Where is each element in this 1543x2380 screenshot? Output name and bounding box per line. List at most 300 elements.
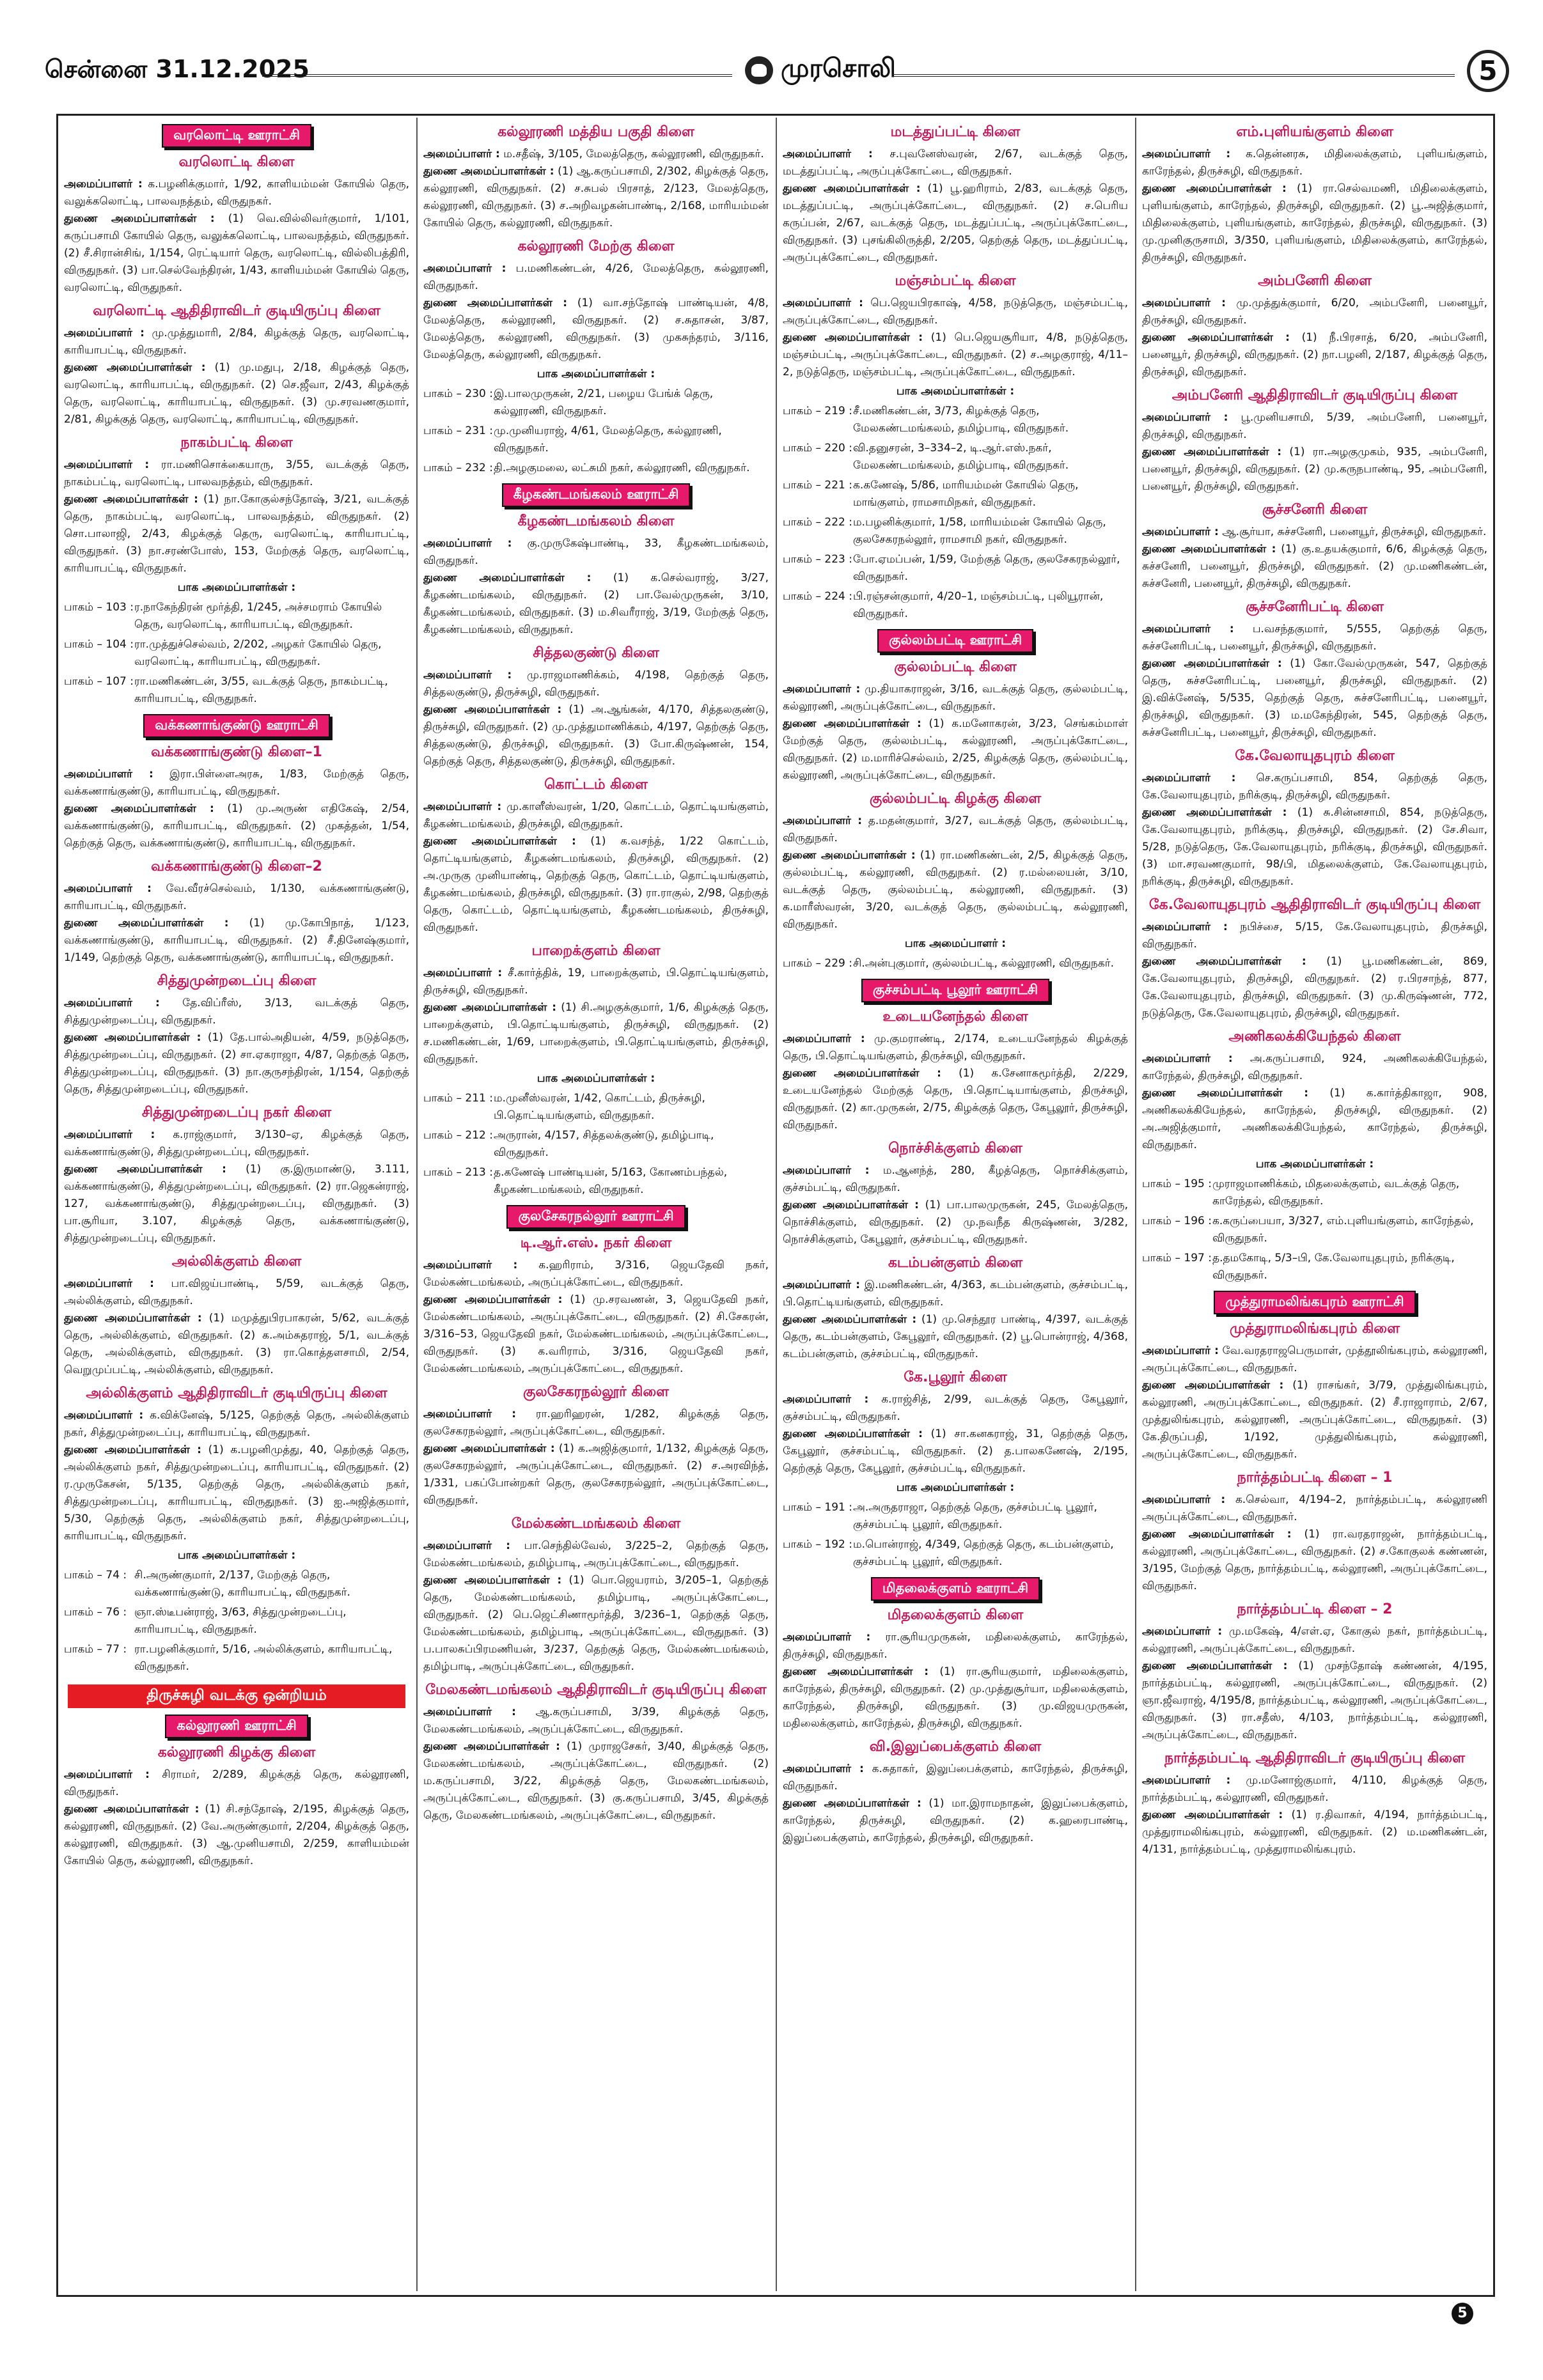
booth-entry — [783, 477, 1128, 511]
booth-agent-details: ஞா.ஸ்டீபன்ராஜ், 3/63, சித்துமுன்றடைப்பு, காரியாபட்டி, விருதுநகர். — [134, 1606, 347, 1636]
member-entry — [64, 800, 409, 852]
role-label: துணை அமைப்பாளர்கள் : — [64, 1803, 200, 1816]
booth-section-heading: பாக அமைப்பாளர்கள் : — [177, 1549, 296, 1562]
member-entry — [64, 456, 409, 491]
booth-section-heading: பாக அமைப்பாளர்கள் : — [896, 385, 1015, 398]
member-details: கு.முருகேஷ்பாண்டி, 33, கீழகண்டமங்கலம், விருதுநகர். — [423, 537, 769, 567]
member-details: (1) க.செல்வராஜ், 3/27, கீழகண்டமங்கலம், விருதுநகர். (2) பா.வேல்முருகன், 3/10, கீழகண்டமங்கலம், விருதுநகர். (3) ம.சிவரீராஜ், 3/19, மேற்குத் தெரு, கீழகண்டமங்கலம், விருதுநகர். — [423, 572, 769, 636]
member-details: (1) க.கார்த்திகாஜா, 908, அணிகலக்கியேந்தல், காரேந்தல், திருச்சுழி, விருதுநகர். (2) அ.அஜித்குமார், அணிகலக்கியேந்தல், காரேந்தல், திருச்சுழி, விருதுநகர். — [1142, 1087, 1487, 1151]
role-label: அமைப்பாளர் : — [423, 967, 503, 979]
member-details: மு.காளீஸ்வரன், 1/20, கொட்டம், தொட்டியங்குளம், கீழகண்டமங்கலம், திருச்சுழி, விருதுநகர். — [423, 800, 769, 830]
booth-number: பாகம் – 104 : — [64, 638, 134, 651]
booth-number: பாகம் – 192 : — [783, 1538, 852, 1551]
role-label: அமைப்பாளர் : — [1142, 1493, 1226, 1506]
member-details: (1) வெ.வில்லிவர்குமார், 1/101, கருப்பசாமி கோயில் தெரு, வலுக்கலொட்டி, பாலவநத்தம், விருதுநகர். (2) சீ.சிரான்சிங், 1/154, ரெட்டியார் தெரு, வரலொட்டி, வில்லிபத்திரி, விருதுநகர். (3) பா.செல்வேந்திரன், 1/43, காளியம்மன் கோயில் தெரு, வரலொட்டி, விருதுநகர். — [64, 212, 409, 294]
member-details: (1) ரா.செல்வமணி, மிதிலைக்குளம், புளியங்குளம், காரேந்தல், திருச்சுழி, விருதுநகர். (2) பூ.அஜித்குமார், மிதிலைக்குளம், புளியங்குளம், காரேந்தல், திருச்சுழி, விருதுநகர். (3) மு.முனிகுருசாமி, 3/350, புளியங்குளம், மிதிலைக்குளம், காரேந்தல், திருச்சுழி, விருதுநகர். — [1142, 182, 1487, 264]
booth-entry — [423, 1164, 769, 1199]
member-details: (1) முராஜசேகர், 3/40, கிழக்குத் தெரு, மேலகண்டமங்கலம், அருப்புக்கோட்டை, விருதுநகர். (2) ம.கருப்பசாமி, 3/22, கிழக்குத் தெரு, மேலகண்டமங்கலம், அருப்புக்கோட்டை, விருதுநகர். (3) கு.கருப்பசாமி, 3/45, கிழக்குத் தெரு, மேலகண்டமங்கலம், அருப்புக்கோட்டை, விருதுநகர். — [423, 1740, 769, 1822]
branch-heading: குல்லம்பட்டி கிளை — [894, 659, 1017, 675]
branch-heading: நார்த்தம்பட்டி ஆதிதிராவிடர் குடியிருப்பு கிளை — [1164, 1750, 1465, 1766]
member-details: ப.மணிகண்டன், 4/26, மேலத்தெரு, கல்லூரணி, விருதுநகர். — [423, 262, 769, 292]
role-label: துணை அமைப்பாளர்கள் : — [1142, 1379, 1284, 1392]
member-entry — [423, 1738, 769, 1824]
member-entry — [64, 491, 409, 577]
member-entry — [64, 880, 409, 915]
member-entry — [1142, 444, 1487, 495]
member-entry — [1142, 541, 1487, 593]
branch-heading: மடத்துப்பட்டி கிளை — [890, 124, 1021, 140]
role-label: அமைப்பாளர் : — [1142, 772, 1236, 784]
member-details: (1) மு.செந்தூர பாண்டி, 4/397, வடக்குத் தெரு, கடம்பன்குளம், கேபூலூர், விருதுநகர். (2) பூ.பொன்ராஜ், 4/368, கடம்பன்குளம், குச்சம்பட்டி, விருதுநகர். — [783, 1313, 1128, 1360]
booth-section-heading: பாக அமைப்பாளர்கள் : — [177, 581, 296, 594]
booth-number: பாகம் – 77 : — [64, 1643, 127, 1656]
column-divider — [416, 118, 418, 2291]
member-details: செ.கருப்பசாமி, 854, தெற்குத் தெரு, கே.வேலாயுதபுரம், நரிக்குடி, திருச்சுழி, விருதுநகர். — [1142, 772, 1487, 802]
role-label: துணை அமைப்பாளர்கள் : — [64, 212, 215, 225]
member-entry — [423, 999, 769, 1068]
role-label: அமைப்பாளர் : — [1142, 921, 1228, 933]
branch-heading: சூச்சனேரிபட்டி கிளை — [1246, 599, 1384, 615]
member-entry — [1142, 1623, 1487, 1658]
member-entry — [783, 146, 1128, 180]
branch-heading: கல்லூரணி மத்திய பகுதி கிளை — [497, 124, 694, 140]
member-entry — [783, 1162, 1128, 1197]
member-entry — [64, 1310, 409, 1379]
member-entry — [64, 915, 409, 967]
role-label: அமைப்பாளர் : — [783, 683, 861, 696]
member-details: பா.விஜய்பாண்டி, 5/59, வடக்குத் தெரு, அல்லிக்குளம், விருதுநகர். — [64, 1277, 409, 1307]
member-details: (1) பெ.ஜெயசூரியா, 4/8, நடுத்தெரு, மஞ்சம்பட்டி, அருப்புக்கோட்டை, விருதுநகர். (2) ச.அழகுராஜ், 4/11–2, நடுத்தெரு, மஞ்சம்பட்டி, அருப்புக்கோட்டை, விருதுநகர். — [783, 331, 1128, 378]
role-label: அமைப்பாளர் : — [64, 178, 143, 191]
column-3 — [783, 118, 1128, 2291]
booth-entry — [64, 673, 409, 708]
member-details: (1) மு.சரவணன், 3, ஜெயதேவி நகர், மேல்கண்டமங்கலம், அருப்புக்கோட்டை, விருதுநகர். (2) சி.சேகரன், 3/316–53, ஜெயதேவி நகர், மேல்கண்டமங்கலம், அருப்புக்கோட்டை, விருதுநகர். (3) க.வரிராம், 3/316, ஜெயதேவி நகர், மேல்கண்டமங்கலம், அருப்புக்கோட்டை, விருதுநகர். — [423, 1293, 769, 1375]
member-entry — [1142, 1807, 1487, 1858]
booth-agent-details: அ.அருதராஜா, தெற்குத் தெரு, குச்சம்பட்டி பூலூர், குச்சம்பட்டி பூலூர், விருதுநகர். — [853, 1501, 1097, 1531]
booth-entry — [783, 551, 1128, 586]
member-entry — [423, 1406, 769, 1440]
member-details: (1) ஆ.கருப்பசாமி, 2/302, கிழக்குத் தெரு, கல்லூரணி, விருதுநகர். (2) ச.சுபல் பிரசாத், 2/123, மேலத்தெரு, கல்லூரணி, விருதுநகர். (3) ச.அறிவழகன்பாண்டி, 2/168, மாரியம்மன் கோயில் தெரு, கல்லூரணி, விருதுநகர். — [423, 165, 769, 229]
member-details: (1) பா.பாலமுருகன், 245, மேலத்தெரு, நொச்சிக்குளம், விருதுநகர். (2) மு.நவநீத கிருஷ்ணன், 3/282, நொச்சிக்குளம், கேபூலூர், குச்சம்பட்டி, விருதுநகர். — [783, 1199, 1128, 1246]
member-entry — [1142, 621, 1487, 655]
member-entry — [783, 1629, 1128, 1663]
booth-agent-details: சீ.மணிகண்டன், 3/73, கிழக்குத் தெரு, மேலகண்டமங்கலம், தமிழ்பாடி, விருதுநகர். — [853, 405, 1069, 435]
member-entry — [64, 766, 409, 800]
member-entry — [1142, 1342, 1487, 1377]
member-details: (1) நீ.பிரசாத், 6/20, அம்பனேரி, பனையூர், திருச்சுழி, விருதுநகர். (2) நா.பழனி, 2/187, கிழக்குத் தெரு, திருச்சுழி, விருதுநகர். — [1142, 331, 1487, 378]
role-label: அமைப்பாளர் : — [64, 768, 153, 781]
member-entry — [423, 1572, 769, 1676]
panchayat-banner: மிதலைக்குளம் ஊராட்சி — [871, 1577, 1040, 1601]
member-details: மு.ராஜமாணிக்கம், 4/198, தெற்குத் தெரு, சித்தலகுண்டு, திருச்சுழி, விருதுநகர். — [423, 669, 769, 699]
role-label: அமைப்பாளர் : — [783, 297, 863, 309]
member-entry — [1142, 1377, 1487, 1463]
member-details: ஆ.சூர்யா, சுச்சனேரி, பனையூர், திருச்சுழி, விருதுநகர். — [1222, 525, 1487, 538]
booth-section-heading: பாக அமைப்பாளர்கள் : — [537, 1072, 655, 1085]
member-entry — [423, 260, 769, 295]
booth-entry — [423, 423, 769, 457]
member-details: (1) கு.உதயக்குமார், 6/6, கிழக்குத் தெரு, சுச்சனேரி, பனையூர், திருச்சுழி, விருதுநகர். (2) மு.மணிகண்டன், சுச்சனேரி, பனையூர், திருச்சுழி, விருதுநகர். — [1142, 543, 1487, 590]
branch-heading: சித்துமுன்றடைப்பு நகர் கிளை — [141, 1105, 332, 1121]
member-details: சிராமர், 2/289, கிழக்குத் தெரு, கல்லூரணி, விருதுநகர். — [64, 1768, 409, 1798]
booth-number: பாகம் – 222 : — [783, 516, 852, 529]
role-label: துணை அமைப்பாளர்கள் : — [1142, 331, 1290, 344]
role-label: அமைப்பாளர் : — [423, 1408, 517, 1420]
member-details: க.ராஜ்சித், 2/99, வடக்குத் தெரு, கேபூலூர், குச்சம்பட்டி, விருதுநகர். — [783, 1393, 1128, 1423]
masthead — [45, 52, 1509, 97]
member-entry — [1142, 146, 1487, 180]
member-entry — [423, 798, 769, 833]
role-label: துணை அமைப்பாளர்கள் : — [64, 917, 229, 929]
role-label: அமைப்பாளர் : — [783, 1279, 860, 1291]
role-label: துணை அமைப்பாளர்கள் : — [1142, 955, 1306, 968]
role-label: அமைப்பாளர் : — [1142, 1052, 1233, 1065]
role-label: துணை அமைப்பாளர்கள் : — [1142, 1808, 1283, 1821]
masthead-rule-left — [262, 74, 732, 77]
member-details: (1) சு.சின்னசாமி, 854, நடுத்தெரு, கே.வேலாயுதபுரம், நரிக்குடி, திருச்சுழி, விருதுநகர். (2) சே.சிவா, 5/28, நடுத்தெரு, கே.வேலாயுதபுரம், நரிக்குடி, திருச்சுழி, விருதுநகர். (3) மா.சரவணகுமார், 98/பி, மிதலைக்குளம், கே.வேலாயுதபுரம், நரிக்குடி, திருச்சுழி, விருதுநகர். — [1142, 806, 1487, 888]
member-entry — [64, 1275, 409, 1310]
member-details: அ.கருப்பசாமி, 924, அணிகலக்கியேந்தல், காரேந்தல், திருச்சுழி, விருதுநகர். — [1142, 1052, 1487, 1082]
role-label: அமைப்பாளர் : — [64, 1768, 150, 1781]
newspaper-title — [745, 54, 896, 86]
member-entry — [64, 1161, 409, 1247]
member-details: க.ராஜ்குமார், 3/130–ஏ, கிழக்குத் தெரு, வக்கணாங்குண்டு, சித்துமுன்றடைப்பு, விருதுநகர். — [64, 1128, 409, 1158]
booth-entry — [783, 440, 1128, 474]
newspaper-name: முரசொலி — [781, 54, 896, 83]
booth-section-heading: பாக அமைப்பாளர் : — [904, 937, 1006, 950]
panchayat-banner: கல்லூரணி ஊராட்சி — [165, 1715, 308, 1738]
branch-heading: கல்லூரணி கிழக்கு கிளை — [157, 1745, 316, 1761]
member-details: (1) சா.கனகராஜ், 31, தெற்குத் தெரு, கேபூலூர், குச்சம்பட்டி, விருதுநகர். (2) த.பாலகணேஷ், 2/195, தெற்குத் தெரு, கேபூலூர், குச்சம்பட்டி, விருதுநகர். — [783, 1427, 1128, 1475]
member-details: க.விக்னேஷ், 5/125, தெற்குத் தெரு, அல்லிக்குளம் நகர், சித்துமுன்றடைப்பு, காரியாபட்டி, விருதுநகர். — [64, 1409, 409, 1439]
role-label: அமைப்பாளர் : — [783, 1164, 870, 1177]
branch-heading: அல்லிக்குளம் ஆதிதிராவிடர் குடியிருப்பு கிளை — [86, 1385, 388, 1401]
member-details: (1) நா.கோகுல்சந்தோஷ், 3/21, வடக்குத் தெரு, நாகம்பட்டி, வரலொட்டி, பாலவநத்தம், விருதுநகர். (2) சொ.பாலாஜி, 2/43, கிழக்குத் தெரு, வரலொட்டி, காரியாபட்டி, விருதுநகர். (3) நா.சரண்போஸ், 153, மேற்குத் தெரு, வரலொட்டி, காரியாபட்டி, விருதுநகர். — [64, 493, 409, 575]
role-label: அமைப்பாளர் : — [1142, 623, 1234, 635]
role-label: துணை அமைப்பாளர்கள் : — [423, 1442, 555, 1455]
booth-agent-details: க.கணேஷ், 5/86, மாரியம்மன் கோயில் தெரு, மாங்குளம், ராமசாமிநகர், விருதுநகர். — [853, 479, 1079, 509]
booth-agent-details: இ.பாலமுருகன், 2/21, பழைய பேங்க் தெரு, கல்லூரணி, விருதுநகர். — [494, 387, 714, 417]
branch-heading: கே.பூலூர் கிளை — [904, 1369, 1007, 1385]
branch-heading: குல்லம்பட்டி கிழக்கு கிளை — [869, 791, 1042, 807]
role-label: துணை அமைப்பாளர்கள் : — [423, 165, 554, 178]
member-details: இரா.பிள்ளைஅரசு, 1/83, மேற்குத் தெரு, வக்கணாங்குண்டு, காரியாபட்டி, விருதுநகர். — [64, 768, 409, 798]
member-entry — [1142, 655, 1487, 742]
role-label: அமைப்பாளர் : — [64, 1409, 144, 1422]
role-label: துணை அமைப்பாளர்கள் : — [783, 1313, 917, 1326]
member-details: மு.மகேஷ், 4/எள்.ஏ, கோகுல் நகர், நார்த்தம்பட்டி, கல்லூரணி, அருப்புக்கோட்டை, விருதுநகர். — [1142, 1625, 1487, 1655]
member-details: ரா.சூரியமுருகன், மதிலைக்குளம், காரேந்தல், திருச்சுழி, விருதுநகர். — [783, 1631, 1128, 1661]
role-label: துணை அமைப்பாளர்கள் : — [423, 297, 568, 309]
role-label: துணை அமைப்பாளர்கள் : — [64, 1443, 201, 1456]
booth-number: பாகம் – 220 : — [783, 442, 852, 455]
booth-agent-details: ம.முனீஸ்வரன், 1/42, கொட்டம், திருச்சுழி, பி.தொட்டியங்குளம், விருதுநகர். — [494, 1092, 705, 1122]
role-label: துணை அமைப்பாளர்கள் : — [1142, 1528, 1292, 1541]
booth-entry — [423, 460, 769, 477]
role-label: துணை அமைப்பாளர்கள் : — [423, 1001, 557, 1014]
booth-number: பாகம் – 76 : — [64, 1606, 127, 1619]
booth-number: பாகம் – 221 : — [783, 479, 852, 492]
booth-number: பாகம் – 229 : — [783, 957, 852, 970]
member-entry — [1142, 919, 1487, 953]
member-details: (1) மமுத்துபிரபாகரன், 5/62, வடக்குத் தெரு, அல்லிக்குளம், விருதுநகர். (2) க.அம்சுதராஜ், 5/1, வடக்குத் தெரு, அல்லிக்குளம், விருதுநகர். (3) ரா.கொத்தளசாமி, 2/54, வெறுமுப்பட்டி, அல்லிக்குளம், விருதுநகர். — [64, 1312, 409, 1376]
member-entry — [423, 570, 769, 639]
member-entry — [423, 146, 769, 163]
role-label: துணை அமைப்பாளர்கள் : — [423, 835, 576, 848]
member-entry — [423, 701, 769, 770]
booth-agent-details: த.கணேஷ் பாண்டியன், 5/163, கோணம்பந்தல், கீழகண்டமங்கலம், விருதுநகர். — [494, 1166, 728, 1196]
member-entry — [64, 1801, 409, 1870]
booth-entry — [64, 1567, 409, 1601]
newspaper-logo-icon — [745, 56, 773, 84]
role-label: அமைப்பாளர் : — [783, 814, 863, 827]
role-label: துணை அமைப்பாளர்கள் : — [783, 1665, 929, 1678]
member-entry — [783, 1761, 1128, 1795]
member-entry — [783, 847, 1128, 933]
column-2 — [423, 118, 769, 2291]
member-details: மு.தியாகராஜன், 3/16, வடக்குத் தெரு, குல்லம்பட்டி, கல்லூரணி, அருப்புக்கோட்டை, விருதுநகர். — [783, 683, 1128, 713]
role-label: அமைப்பாளர் : — [64, 997, 160, 1009]
role-label: அமைப்பாளர் : — [1142, 1344, 1219, 1357]
member-entry — [783, 1065, 1128, 1134]
booth-entry — [783, 1499, 1128, 1534]
role-label: அமைப்பாளர் : — [1142, 1774, 1231, 1787]
booth-section-heading: பாக அமைப்பாளர்கள் : — [537, 368, 655, 380]
branch-heading: கடம்பன்குளம் கிளை — [888, 1255, 1023, 1271]
member-entry — [1142, 524, 1487, 541]
panchayat-banner: குலசேகரநல்லூர் ஊராட்சி — [506, 1205, 685, 1229]
role-label: அமைப்பாளர் : — [423, 537, 512, 550]
booth-entry — [64, 636, 409, 671]
role-label: துணை அமைப்பாளர்கள் : — [783, 1199, 919, 1211]
member-details: ஆ.கருப்பசாமி, 3/39, கிழக்குத் தெரு, மேலகண்டமங்கலம், அருப்புக்கோட்டை, விருதுநகர். — [423, 1706, 769, 1736]
member-entry — [423, 1537, 769, 1572]
role-label: அமைப்பாளர் : — [1142, 148, 1231, 160]
role-label: அமைப்பாளர் : — [64, 458, 150, 471]
role-label: துணை அமைப்பாளர்கள் : — [783, 1067, 941, 1080]
member-entry — [64, 995, 409, 1029]
booth-number: பாகம் – 212 : — [423, 1129, 493, 1142]
branch-heading: கல்லூரணி மேற்கு கிளை — [517, 238, 675, 254]
branch-heading: எம்.புளியங்குளம் கிளை — [1236, 124, 1393, 140]
member-entry — [783, 1795, 1128, 1847]
member-details: பா.செந்தில்வேல், 3/225–2, தெற்குத் தெரு, மேல்கண்டமங்கலம், தமிழ்பாடி, அருப்புக்கோட்டை, விருதுநகர். — [423, 1539, 769, 1569]
member-entry — [783, 1311, 1128, 1363]
booth-agent-details: தி.அழகுமலை, லட்சுமி நகர், கல்லூரணி, விருதுநகர். — [494, 462, 750, 474]
branch-heading: குலசேகரநல்லூர் கிளை — [522, 1384, 670, 1400]
member-entry — [783, 1031, 1128, 1065]
role-label: துணை அமைப்பாளர்கள் : — [64, 802, 214, 815]
member-details: (1) கு.இருமாண்டு, 3.111, வக்கணாங்குண்டு, சித்துமுன்றடைப்பு, விருதுநகர். (2) ரா.ஜெகன்ராஜ், 127, வக்கணாங்குண்டு, சித்துமுன்றடைப்பு, விருதுநகர். (3) பா.சூரியா, 3.107, கிழக்குத் தெரு, வக்கணாங்குண்டு, சித்துமுன்றடைப்பு, விருதுநகர். — [64, 1163, 409, 1245]
member-details: (1) க.சேனாகமூர்த்தி, 2/229, உடையனேந்தல் மேற்குத் தெரு, பி.தொட்டியாங்குளம், திருச்சுழி, விருதுநகர். (2) கா.முருகன், 2/75, கிழக்குத் தெரு, கேபூலூர், திருச்சுழி, விருதுநகர். — [783, 1067, 1128, 1132]
role-label: துணை அமைப்பாளர்கள் : — [783, 1797, 921, 1810]
branch-heading: வரலொட்டி ஆதிதிராவிடர் குடியிருப்பு கிளை — [93, 303, 380, 319]
member-entry — [783, 1663, 1128, 1732]
role-label: துணை அமைப்பாளர்கள் : — [64, 1312, 202, 1325]
member-entry — [423, 1440, 769, 1509]
member-entry — [783, 681, 1128, 715]
member-entry — [64, 1126, 409, 1161]
member-entry — [1142, 953, 1487, 1022]
member-entry — [64, 325, 409, 359]
booth-number: பாகம் – 107 : — [64, 675, 134, 688]
member-details: (1) க.மனோகரன், 3/23, செங்கம்மாள் மேற்குத் தெரு, குல்லம்பட்டி, கல்லூரணி, அருப்புக்கோட்டை, விருதுநகர். (2) ம.மாரிச்செல்வம், 2/25, கிழக்குத் தெரு, குல்லம்பட்டி, கல்லூரணி, அருப்புக்கோட்டை, விருதுநகர். — [783, 717, 1128, 782]
member-entry — [1142, 409, 1487, 444]
booth-entry — [783, 403, 1128, 437]
member-entry — [423, 1704, 769, 1738]
branch-heading: முத்துராமலிங்கபுரம் கிளை — [1230, 1321, 1400, 1337]
role-label: அமைப்பாளர் : — [783, 1393, 869, 1406]
member-entry — [783, 1197, 1128, 1248]
member-entry — [783, 1391, 1128, 1426]
column-1 — [64, 118, 409, 2291]
member-entry — [1142, 1658, 1487, 1744]
branch-heading: சித்துமுன்றடைப்பு கிளை — [157, 973, 317, 989]
booth-agent-details: சி.அருண்குமார், 2/137, மேற்குத் தெரு, வக்கணாங்குண்டு, காரியாபட்டி, விருதுநகர். — [134, 1569, 350, 1599]
booth-agent-details: வி.தனுசரன், 3–334–2, டி.ஆர்.எஸ்.நகர், மேலகண்டமங்கலம், தமிழ்பாடி, விருதுநகர். — [853, 442, 1069, 472]
booth-number: பாகம் – 195 : — [1142, 1178, 1212, 1190]
branch-heading: அம்பனேரி ஆதிதிராவிடர் குடியிருப்பு கிளை — [1171, 387, 1458, 403]
booth-number: பாகம் – 223 : — [783, 553, 852, 566]
role-label: துணை அமைப்பாளர்கள் : — [1142, 1087, 1309, 1100]
panchayat-banner: வக்கணாங்குண்டு ஊராட்சி — [143, 714, 330, 738]
role-label: அமைப்பாளர் : — [1142, 1625, 1223, 1638]
member-details: (1) மு.கோபிநாத், 1/123, வக்கணாங்குண்டு, காரியாபட்டி, விருதுநகர். (2) சீ.தினேஷ்குமார், 1/149, தெற்குத் தெரு, வக்கணாங்குண்டு, காரியாபட்டி, விருதுநகர். — [64, 917, 409, 964]
booth-entry — [423, 385, 769, 420]
member-entry — [64, 1442, 409, 1545]
member-details: க.சுதாகர், இலுப்பைக்குளம், காரேந்தல், திருச்சுழி, விருதுநகர். — [783, 1762, 1128, 1793]
booth-number: பாகம் – 219 : — [783, 405, 852, 417]
branch-heading: வரலொட்டி கிளை — [178, 154, 295, 170]
member-details: (1) மு.அருண் எதிகேஷ், 2/54, வக்கணாங்குண்டு, காரியாபட்டி, விருதுநகர். (2) முகத்தன், 1/54, தெற்குத் தெரு, வக்கணாங்குண்டு, காரியாபட்டி, விருதுநகர். — [64, 802, 409, 850]
member-entry — [783, 329, 1128, 381]
member-entry — [423, 1291, 769, 1378]
booth-entry — [423, 1127, 769, 1162]
member-entry — [423, 833, 769, 937]
role-label: துணை அமைப்பாளர்கள் : — [64, 1163, 226, 1176]
member-details: (1) க.வசந்த், 1/22 கொட்டம், தொட்டியங்குளம், கீழகண்டமங்கலம், திருச்சுழி, விருதுநகர். (2) அ.முருகு முனியாண்டி, தெற்குத் தெரு, கொட்டம், தொட்டியங்குளம், கீழகண்டமங்கலம், திருச்சுழி, விருதுநகர். (3) ரா.ராகுல், 2/98, தெற்குத் தெரு, கொட்டம், தொட்டியங்குளம், கீழகண்டமங்கலம், திருச்சுழி, விருதுநகர். — [423, 835, 769, 934]
member-details: (1) முசந்தோஷ் கண்ணன், 4/195, நார்த்தம்பட்டி, கல்லூரணி, அருப்புக்கோட்டை, விருதுநகர். (2) ஞா.ஜீவராஜ், 4/195/8, நார்த்தம்பட்டி, கல்லூரணி, அருப்புக்கோட்டை, விருதுநகர். (3) ரா.சதீஸ், 4/103, நார்த்தம்பட்டி, கல்லூரணி, அருப்புக்கோட்டை, விருதுநகர். — [1142, 1660, 1487, 1741]
branch-heading: அணிகலக்கியேந்தல் கிளை — [1228, 1029, 1401, 1045]
member-details: (1) அ.ஆங்கன், 4/170, சித்தலகுண்டு, திருச்சுழி, விருதுநகர். (2) மு.முத்துமாணிக்கம், 4/197, தெற்குத் தெரு, சித்தலகுண்டு, திருச்சுழி, விருதுநகர். (3) போ.கிருஷ்ணன், 154, தெற்குத் தெரு, சித்தலகுண்டு, திருச்சுழி, விருதுநகர். — [423, 703, 769, 768]
member-entry — [64, 1407, 409, 1442]
booth-entry — [783, 1536, 1128, 1571]
booth-number: பாகம் – 224 : — [783, 590, 852, 603]
role-label: துணை அமைப்பாளர்கள் : — [64, 361, 206, 374]
role-label: அமைப்பாளர் : — [1142, 411, 1228, 424]
booth-number: பாகம் – 213 : — [423, 1166, 493, 1179]
branch-heading: அம்பனேரி கிளை — [1258, 273, 1372, 289]
member-details: ம.ஆனந்த், 280, கீழத்தெரு, நொச்சிக்குளம், குச்சம்பட்டி, விருதுநகர். — [783, 1164, 1128, 1194]
branch-heading: சித்தலகுண்டு கிளை — [533, 645, 659, 661]
booth-agent-details: மு.முனியராஜ், 4/61, மேலத்தெரு, கல்லூரணி, விருதுநகர். — [494, 424, 722, 455]
member-entry — [783, 813, 1128, 847]
booth-agent-details: முராஜமாணிக்கம், மிதலைக்குளம், வடக்குத் தெரு, காரேந்தல், விருதுநகர். — [1212, 1178, 1460, 1208]
branch-heading: டி.ஆர்.எஸ். நகர் கிளை — [520, 1235, 672, 1251]
member-details: நபிச்சை, 5/15, கே.வேலாயுதபுரம், திருச்சுழி, விருதுநகர். — [1142, 921, 1487, 951]
branch-heading: வக்கணாங்குண்டு கிளை–1 — [151, 744, 322, 760]
booth-entry — [423, 1090, 769, 1124]
role-label: துணை அமைப்பாளர்கள் : — [1142, 182, 1287, 195]
member-entry — [783, 295, 1128, 329]
member-details: இ.மணிகண்டன், 4/363, கடம்பன்குளம், குச்சம்பட்டி, பி.தொட்டியங்குளம், விருதுநகர். — [783, 1279, 1128, 1309]
booth-agent-details: பி.ரஞ்சன்குமார், 4/20–1, மஞ்சம்பட்டி, புலியூரான், விருதுநகர். — [853, 590, 1104, 620]
member-details: (1) பொ.ஜெயராம், 3/205–1, தெற்குத் தெரு, மேல்கண்டமங்கலம், தமிழ்பாடி, அருப்புக்கோட்டை, விருதுநகர். (2) பெ.ஜெட்சிணாமூர்த்தி, 3/236–1, தெற்குத் தெரு, மேல்கண்டமங்கலம், தமிழ்பாடி, அருப்புக்கோட்டை, விருதுநகர். (3) ப.பாலசுப்பிரமணியன், 3/237, தெற்குத் தெரு, மேல்கண்டமங்கலம், தமிழ்பாடி, அருப்புக்கோட்டை, விருதுநகர். — [423, 1574, 769, 1673]
branch-heading: கொட்டம் கிளை — [544, 777, 648, 793]
column-divider — [776, 118, 777, 2291]
branch-heading: மஞ்சம்பட்டி கிளை — [895, 273, 1016, 289]
member-details: க.தென்னரசு, மிதிலைக்குளம், புளியங்குளம், காரேந்தல், திருச்சுழி, விருதுநகர். — [1142, 148, 1487, 178]
column-divider — [1135, 118, 1136, 2291]
booth-entry — [64, 1604, 409, 1638]
booth-entry — [783, 588, 1128, 623]
role-label: துணை அமைப்பாளர்கள் : — [1142, 806, 1287, 819]
member-details: (1) க.அஜித்குமார், 1/132, கிழக்குத் தெரு, குலசேகரநல்லூர், அருப்புக்கோட்டை, விருதுநகர். (2) ச.அரவிந்த், 1/331, பகப்போன்றகர் தெரு, குலசேகரநல்லூர், அருப்புக்கோட்டை, விருதுநகர். — [423, 1442, 769, 1507]
role-label: துணை அமைப்பாளர்கள் : — [423, 572, 591, 584]
role-label: அமைப்பாளர் : — [64, 327, 145, 339]
page-number-badge: 5 — [1467, 50, 1509, 92]
member-entry — [783, 715, 1128, 784]
role-label: துணை அமைப்பாளர்கள் : — [64, 493, 198, 506]
panchayat-banner: குல்லம்பட்டி ஊராட்சி — [877, 629, 1033, 653]
booth-agent-details: க.கருப்பையா, 3/327, எம்.புளியங்குளம், காரேந்தல், விருதுநகர். — [1212, 1215, 1474, 1245]
booth-agent-details: சி.அன்புகுமார், குல்லம்பட்டி, கல்லூரணி, விருதுநகர். — [853, 957, 1114, 970]
role-label: துணை அமைப்பாளர்கள் : — [783, 849, 916, 862]
member-details: மு.முத்துக்குமார், 6/20, அம்பனேரி, பனையூர், திருச்சுழி, விருதுநகர். — [1142, 297, 1487, 327]
member-entry — [783, 180, 1128, 267]
role-label: அமைப்பாளர் : — [423, 1706, 516, 1718]
member-entry — [1142, 1772, 1487, 1807]
role-label: அமைப்பாளர் : — [423, 1259, 518, 1272]
branch-heading: பாறைக்குளம் கிளை — [531, 943, 661, 959]
role-label: அமைப்பாளர் : — [783, 148, 873, 160]
booth-number: பாகம் – 74 : — [64, 1569, 127, 1582]
member-entry — [423, 1257, 769, 1291]
branch-heading: கீழகண்டமங்கலம் கிளை — [517, 513, 675, 529]
role-label: அமைப்பாளர் : — [1142, 525, 1219, 538]
member-entry — [423, 535, 769, 570]
booth-number: பாகம் – 196 : — [1142, 1215, 1212, 1227]
role-label: அமைப்பாளர் : — [64, 1277, 154, 1290]
role-label: துணை அமைப்பாளர்கள் : — [1142, 543, 1276, 556]
member-entry — [64, 176, 409, 210]
role-label: அமைப்பாளர் : — [783, 1762, 864, 1775]
member-entry — [64, 1029, 409, 1098]
branch-heading: நார்த்தம்பட்டி கிளை – 2 — [1237, 1601, 1393, 1617]
booth-number: பாகம் – 230 : — [423, 387, 493, 400]
branch-heading: மேலகண்டமங்கலம் ஆதிதிராவிடர் குடியிருப்பு கிளை — [425, 1682, 767, 1698]
booth-agent-details: போ.ஏமப்பன், 1/59, மேற்குத் தெரு, குலசேகரநல்லூர், விருதுநகர். — [853, 553, 1120, 583]
branch-heading: மேல்கண்டமங்கலம் கிளை — [511, 1516, 681, 1532]
role-label: துணை அமைப்பாளர்கள் : — [783, 182, 921, 195]
branch-heading: சூச்சனேரி கிளை — [1262, 502, 1368, 518]
member-details: (1) ரா.வரதராஜன், நார்த்தம்பட்டி, கல்லூரணி, அருப்புக்கோட்டை, விருதுநகர். (2) ச.கோகுலக் கண்ணன், 3/195, மேற்குத் தெரு, நார்த்தம்பட்டி, கல்லூரணி, அருப்புக்கோட்டை, விருதுநகர். — [1142, 1528, 1487, 1592]
panchayat-banner: முத்துராமலிங்கபுரம் ஊராட்சி — [1214, 1291, 1415, 1314]
member-entry — [1142, 295, 1487, 329]
booth-number: பாகம் – 103 : — [64, 601, 134, 614]
branch-heading: வி.இலுப்பைக்குளம் கிளை — [869, 1739, 1042, 1755]
booth-agent-details: த.தமகோடி, 5/3–பி, கே.வேலாயுதபுரம், நரிக்குடி, விருதுநகர். — [1212, 1252, 1455, 1282]
member-entry — [64, 210, 409, 297]
role-label: அமைப்பாளர் : — [423, 148, 500, 160]
role-label: அமைப்பாளர் : — [1142, 297, 1226, 309]
booth-agent-details: ம.பொன்ராஜ், 4/349, தெற்குத் தெரு, கடம்பன்குளம், குச்சம்பட்டி பூலூர், விருதுநகர். — [853, 1538, 1114, 1568]
member-details: (1) மு.மதுபு, 2/18, கிழக்குத் தெரு, வரலொட்டி, காரியாபட்டி, விருதுநகர். (2) செ.ஜீவா, 2/43, கிழக்குத் தெரு, வரலொட்டி, காரியாபட்டி, விருதுநகர். (3) மு.சரவணகுமார், 2/81, கிழக்குத் தெரு, வரலொட்டி, காரியாபட்டி, விருதுநகர். — [64, 361, 409, 426]
member-entry — [1142, 804, 1487, 891]
member-details: (1) ர.திவாகர், 4/194, நார்த்தம்பட்டி, முத்துராமலிங்கபுரம், கல்லூரணி, விருதுநகர். (2) ம.மணிகண்டன், 4/131, நார்த்தம்பட்டி, முத்துராமலிங்கபுரம். — [1142, 1808, 1487, 1856]
role-label: அமைப்பாளர் : — [783, 1631, 871, 1644]
booth-agent-details: ரா.மணிகண்டன், 3/55, வடக்குத் தெரு, நாகம்பட்டி, காரியாபட்டி, விருதுநகர். — [134, 675, 388, 705]
